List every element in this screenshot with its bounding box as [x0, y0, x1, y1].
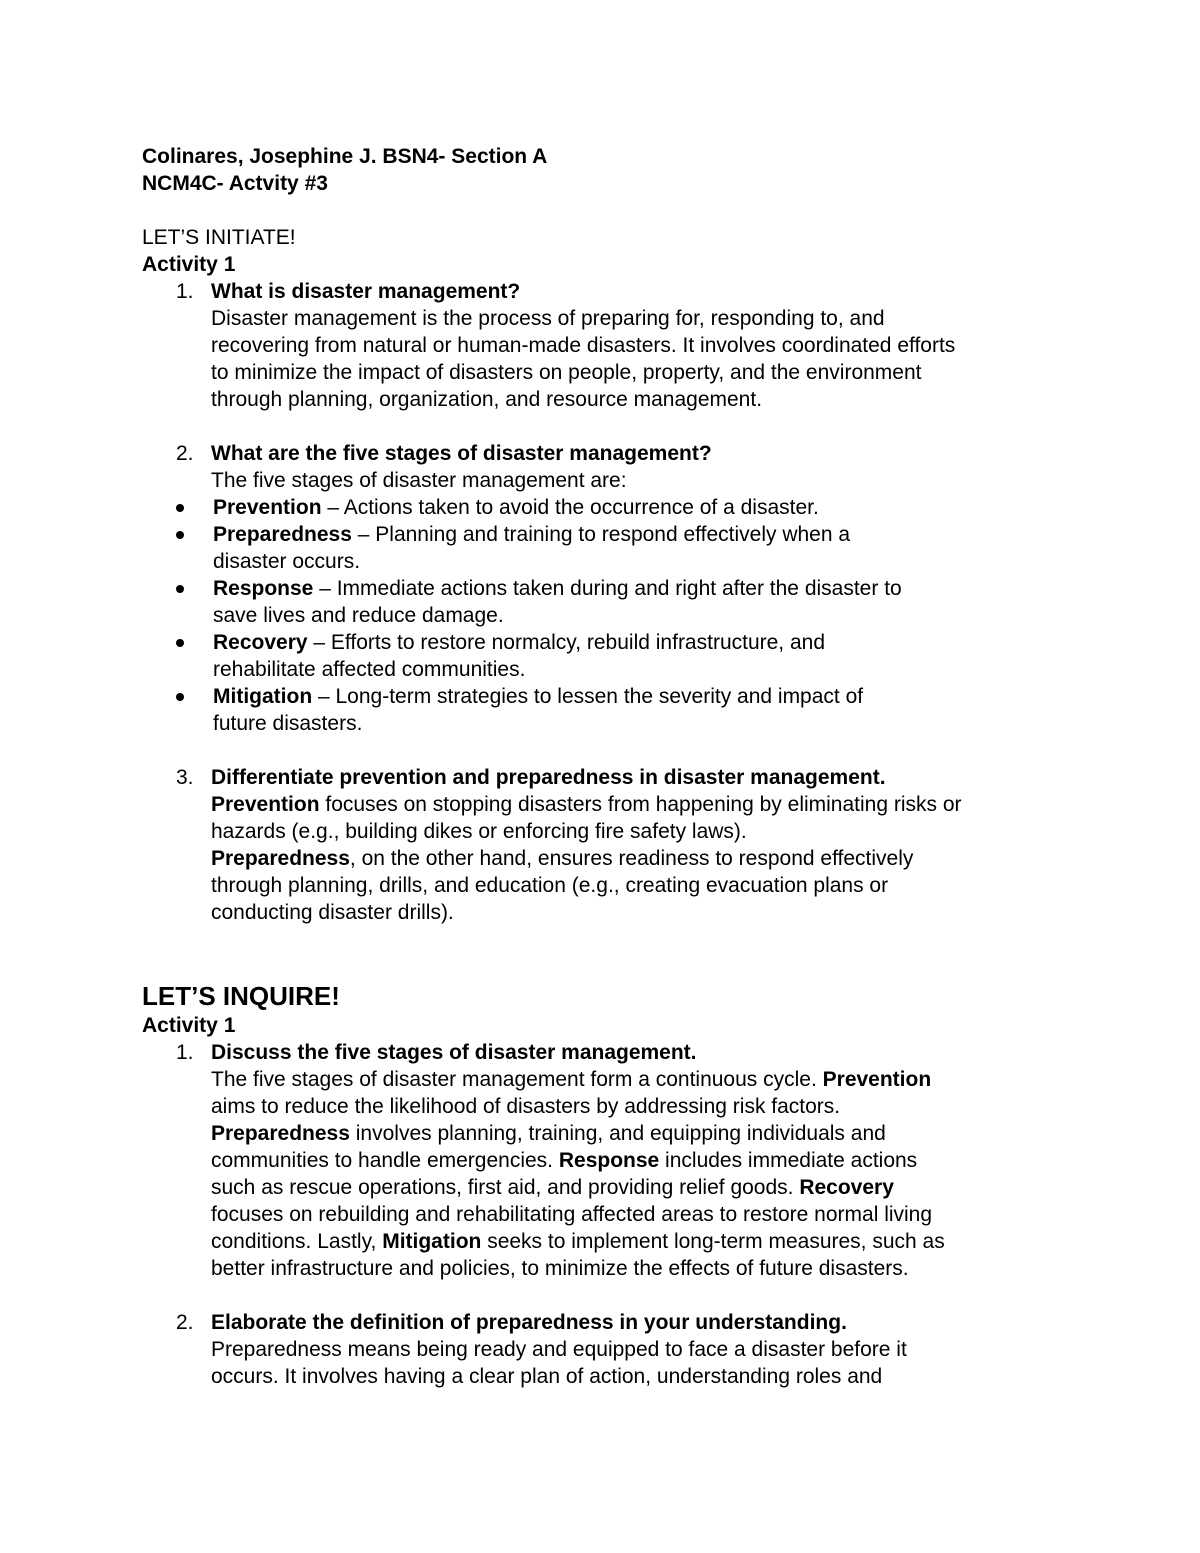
stage-item-prevention: [142, 494, 1072, 521]
answer-text: focuses on stopping disasters from happening by eliminating risks or: [319, 793, 962, 816]
initiate-question-3: [142, 764, 1072, 926]
stage-desc: – Actions taken to avoid the occurrence of a disaster.: [321, 496, 819, 519]
initiate-question-list: [142, 278, 1072, 494]
term-prevention: Prevention: [211, 793, 320, 816]
answer-line: through planning, organization, and resource management.: [211, 388, 763, 411]
initiate-question-2: [142, 440, 1072, 494]
answer-line: to minimize the impact of disasters on people, property, and the environment: [211, 361, 922, 384]
stage-item-response: [142, 575, 1072, 629]
initiate-activity-label: Activity 1: [142, 253, 236, 276]
answer-text: includes immediate actions: [659, 1149, 918, 1172]
answer-line: conducting disaster drills).: [211, 901, 454, 924]
stage-desc-cont: future disasters.: [213, 712, 363, 735]
inquire-activity-label: Activity 1: [142, 1014, 236, 1037]
term-preparedness: Preparedness: [211, 847, 350, 870]
answer-line: better infrastructure and policies, to minimize the effects of future disasters.: [211, 1257, 909, 1280]
question-number: 1.: [176, 280, 194, 303]
course-line: NCM4C- Actvity #3: [142, 172, 328, 195]
answer-line: hazards (e.g., building dikes or enforcing fire safety laws).: [211, 820, 747, 843]
term-response: Response: [558, 1149, 660, 1172]
stage-item-preparedness: [142, 521, 1072, 575]
inquire-question-1: [142, 1039, 1072, 1309]
question-number: 3.: [176, 766, 194, 789]
bullet-icon: [176, 504, 184, 512]
question-title: What is disaster management?: [211, 280, 521, 303]
stage-desc: – Immediate actions taken during and right after the disaster to: [313, 577, 902, 600]
inquire-question-list: [142, 1039, 1072, 1390]
stage-desc: – Efforts to restore normalcy, rebuild infrastructure, and: [307, 631, 826, 654]
question-number: 2.: [176, 1311, 194, 1334]
initiate-question-1: [142, 278, 1072, 440]
document-content: [142, 143, 1072, 1390]
bullet-icon: [176, 693, 184, 701]
bullet-icon: [176, 531, 184, 539]
stage-term: Prevention: [213, 496, 322, 519]
stage-list: [142, 494, 1072, 737]
stage-item-recovery: [142, 629, 1072, 683]
question-number: 1.: [176, 1041, 194, 1064]
bullet-icon: [176, 585, 184, 593]
question-title: Elaborate the definition of preparedness in your understanding.: [211, 1311, 847, 1334]
term-prevention: Prevention: [822, 1068, 932, 1091]
answer-intro: The five stages of disaster management are:: [211, 469, 627, 492]
answer-text: involves planning, training, and equipping individuals and: [349, 1122, 886, 1145]
initiate-title: LET’S INITIATE!: [142, 226, 296, 249]
stage-desc-cont: disaster occurs.: [213, 550, 361, 573]
answer-line: recovering from natural or human-made disasters. It involves coordinated efforts: [211, 334, 956, 357]
question-title: What are the five stages of disaster management?: [211, 442, 712, 465]
stage-desc: – Planning and training to respond effectively when a: [351, 523, 851, 546]
answer-text: communities to handle emergencies.: [211, 1149, 559, 1172]
question-title: Discuss the five stages of disaster management.: [211, 1041, 697, 1064]
answer-line: through planning, drills, and education (e.g., creating evacuation plans or: [211, 874, 889, 897]
answer-line: aims to reduce the likelihood of disasters by addressing risk factors.: [211, 1095, 841, 1118]
stage-term: Mitigation: [213, 685, 313, 708]
stage-item-mitigation: [142, 683, 1072, 737]
answer-text: such as rescue operations, first aid, and providing relief goods.: [211, 1176, 800, 1199]
stage-term: Recovery: [213, 631, 308, 654]
stage-term: Response: [213, 577, 314, 600]
stage-term: Preparedness: [213, 523, 352, 546]
answer-line: focuses on rebuilding and rehabilitating affected areas to restore normal living: [211, 1203, 933, 1226]
stage-desc-cont: rehabilitate affected communities.: [213, 658, 526, 681]
stage-desc-cont: save lives and reduce damage.: [213, 604, 504, 627]
inquire-title: LET’S INQUIRE!: [142, 981, 340, 1011]
answer-text: The five stages of disaster management form a continuous cycle.: [211, 1068, 823, 1091]
initiate-question-list-cont: [142, 764, 1072, 926]
student-name-line: Colinares, Josephine J. BSN4- Section A: [142, 145, 548, 168]
bullet-icon: [176, 639, 184, 647]
term-recovery: Recovery: [799, 1176, 894, 1199]
term-mitigation: Mitigation: [382, 1230, 482, 1253]
inquire-question-2: [142, 1309, 1072, 1390]
stage-desc: – Long-term strategies to lessen the severity and impact of: [312, 685, 864, 708]
answer-line: Disaster management is the process of preparing for, responding to, and: [211, 307, 885, 330]
question-title: Differentiate prevention and preparedness in disaster management.: [211, 766, 886, 789]
answer-text: , on the other hand, ensures readiness to respond effectively: [349, 847, 914, 870]
question-number: 2.: [176, 442, 194, 465]
answer-text: seeks to implement long-term measures, such as: [481, 1230, 945, 1253]
answer-line: occurs. It involves having a clear plan of action, understanding roles and: [211, 1365, 883, 1388]
term-preparedness: Preparedness: [211, 1122, 350, 1145]
answer-line: Preparedness means being ready and equipped to face a disaster before it: [211, 1338, 907, 1361]
answer-text: conditions. Lastly,: [211, 1230, 383, 1253]
